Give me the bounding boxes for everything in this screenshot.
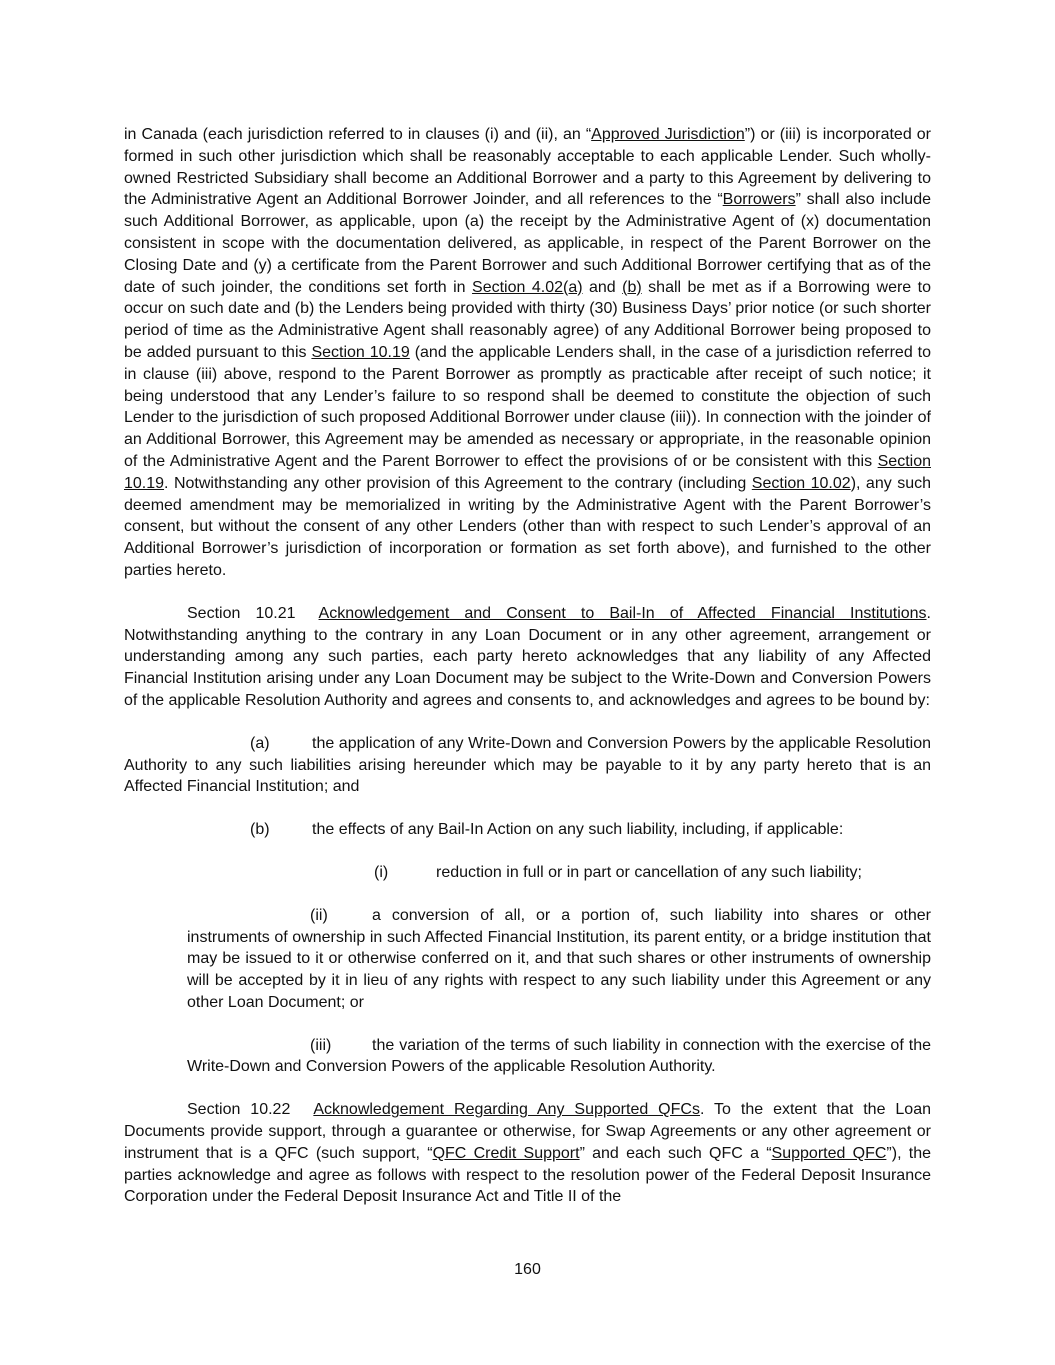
clause-text: reduction in full or in part or cancellation of any such liability; (436, 863, 862, 881)
cross-reference-section-10-19: Section 10.19 (124, 452, 931, 492)
text-run: ), any such deemed amendment may be memorialized in writing by the Administrative Agent with the Parent Borrower’s consent, but without the consent of any other Lenders (other than with respect to such Lender’s approval of an Additional Borrower’s jurisdiction of incorporation or formation as set forth above), and furnished to the other parties hereto. (124, 474, 931, 579)
clause-text: a conversion of all, or a portion of, such liability into shares or other instruments of ownership in such Affected Financial Institution, its parent entity, or a bridge institution that may be issued to it or otherwise conferred on it, and that such shares or other instruments of ownership will be accepted by it in lieu of any rights with respect to any such liability under this Agreement or any other Loan Document; or (187, 906, 931, 1011)
section-title: Acknowledgement Regarding Any Supported QFCs (313, 1101, 700, 1119)
section-10-22 (124, 1099, 931, 1208)
clause-text: the variation of the terms of such liability in connection with the exercise of the Write-Down and Conversion Powers of the applicable Resolution Authority. (187, 1036, 931, 1076)
paragraph-additional-borrower (124, 124, 931, 582)
section-10-21 (124, 603, 931, 712)
section-title: Acknowledgement and Consent to Bail-In of Affected Financial Institutions (318, 604, 927, 622)
text-run: ”), the parties acknowledge and agree as follows with respect to the resolution power of the Federal Deposit Insurance Corporation under the Federal Deposit Insurance Act and Title II of the (124, 1144, 931, 1206)
text-run: ” shall also include such Additional Borrower, as applicable, upon (a) the receipt by the Administrative Agent of (x) documentation consistent in scope with the documentation delivered, as applicable, in respect of the Parent Borrower on the Closing Date and (y) a certificate from the Parent Borrower and such Additional Borrower certifying that as of the date of such joinder, the conditions set forth in (124, 191, 932, 296)
clause-label: (iii) (310, 1036, 332, 1054)
clause-a (124, 733, 931, 798)
cross-reference-section-10-19: Section 10.19 (311, 343, 410, 361)
text-run: and (582, 278, 623, 296)
clause-label: (a) (250, 734, 270, 752)
document-page (124, 124, 931, 1208)
text-run: in Canada (each jurisdiction referred to in clauses (i) and (ii), an “ (124, 126, 592, 143)
defined-term-borrowers: Borrowers (722, 191, 796, 209)
clause-ii (124, 905, 931, 1014)
clause-text: the application of any Write-Down and Conversion Powers by the applicable Resolution Authority to any such liabilities arising hereunder which may be payable to it by any party hereto that is an Affected Financial Institution; and (124, 734, 931, 796)
defined-term-supported-qfc: Supported QFC (771, 1144, 887, 1162)
clause-text: the effects of any Bail-In Action on any such liability, including, if applicable: (312, 821, 844, 839)
defined-term-approved-jurisdiction: Approved Jurisdiction (591, 126, 745, 143)
page-number: 160 (514, 1261, 541, 1278)
text-run: shall be met as if a Borrowing were to occur on such date and (b) the Lenders being provided with thirty (30) Business Days’ prior notice (or such shorter period of time as the Administrative Agent shall reasonably agree) of any Additional Borrower being proposed to be added pursuant to this (124, 278, 932, 361)
section-number: Section 10.22 (187, 1101, 291, 1119)
defined-term-qfc-credit-support: QFC Credit Support (432, 1144, 580, 1162)
text-run: ” and each such QFC a “ (579, 1144, 772, 1162)
cross-reference-b: (b) (622, 278, 642, 296)
section-number: Section 10.21 (187, 604, 296, 622)
text-run: ”) or (iii) is incorporated or formed in such other jurisdiction which shall be reasonably acceptable to each applicable Lender. Such wholly-owned Restricted Subsidiary shall become an Additional Borrower and a party to this Agreement by delivering to the Administrative Agent an Additional Borrower Joinder, and all references to the “ (124, 126, 932, 209)
cross-reference-section-4-02a: Section 4.02(a) (472, 278, 583, 296)
clause-i (124, 862, 931, 884)
text-run: . Notwithstanding any other provision of this Agreement to the contrary (including (164, 474, 752, 492)
cross-reference-section-10-02: Section 10.02 (751, 474, 851, 492)
clause-label: (b) (250, 821, 270, 839)
clause-label: (i) (374, 863, 389, 881)
text-run: . Notwithstanding anything to the contrary in any Loan Document or in any other agreement, arrangement or understanding among any such parties, each party hereto acknowledges that any liability of any Affected Financial Institution arising under any Loan Document may be subject to the Write-Down and Conversion Powers of the applicable Resolution Authority and agrees and consents to, and acknowledges and agrees to be bound by: (124, 604, 931, 709)
clause-b (124, 819, 931, 841)
text-run: . To the extent that the Loan Documents provide support, through a guarantee or otherwise, for Swap Agreements or any other agreement or instrument that is a QFC (such support, “ (124, 1101, 931, 1162)
clause-iii (124, 1035, 931, 1079)
clause-label: (ii) (310, 906, 328, 924)
text-run: (and the applicable Lenders shall, in the case of a jurisdiction referred to in clause (iii) above, respond to the Parent Borrower as promptly as practicable after receipt of such notice; it being understood that any Lender’s failure to so respond shall be deemed to constitute the objection of such Lender to the jurisdiction of such proposed Additional Borrower under clause (iii)). In connection with the joinder of an Additional Borrower, this Agreement may be amended as necessary or appropriate, in the reasonable opinion of the Administrative Agent and the Parent Borrower to effect the provisions of or be consistent with this (124, 343, 932, 470)
